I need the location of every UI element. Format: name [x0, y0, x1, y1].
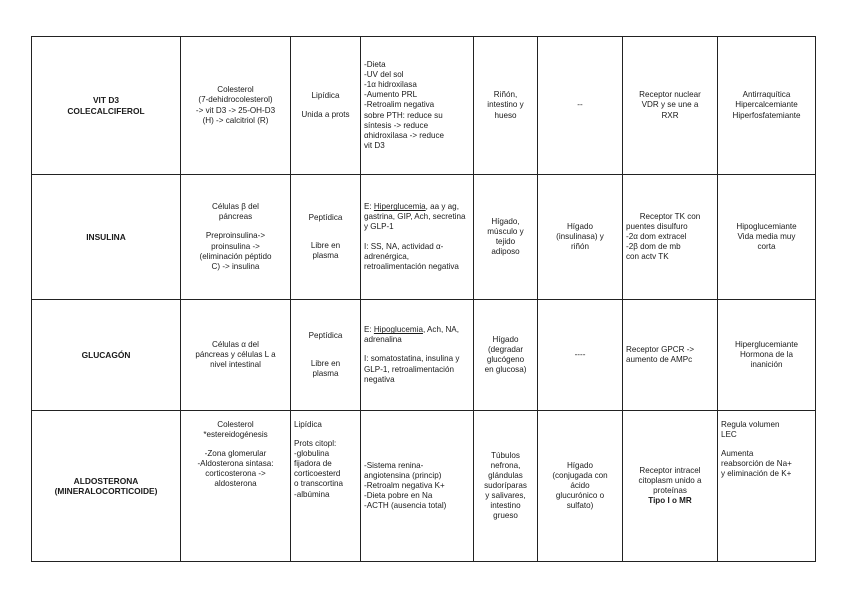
degradation-cell — [538, 300, 623, 411]
effects-cell — [718, 37, 816, 175]
effects-line: Hormona de la — [739, 349, 794, 359]
regulation-line: -Retroalm negativa K+ — [364, 480, 445, 490]
target-line: glucógeno — [486, 355, 525, 364]
target-cell — [474, 37, 538, 175]
nature-line: plasma — [312, 369, 339, 379]
effects-line: Regula volumen — [721, 420, 780, 429]
target-line: grueso — [493, 511, 518, 521]
target-line: tejido — [495, 237, 516, 246]
effects-line: Hiperglucemiante — [735, 339, 798, 349]
regulation-prefix: E: — [364, 325, 374, 335]
effects-line: Aumenta — [721, 449, 754, 459]
target-line: en glucosa) — [484, 365, 527, 375]
regulation-line: -1α hidroxilasa — [364, 80, 417, 90]
origin-line: Células α del — [212, 339, 259, 349]
origin-cell — [181, 175, 291, 300]
origin-line: C) -> insulina — [211, 261, 260, 271]
degradation-line: riñón — [571, 242, 589, 252]
degradation-cell — [538, 37, 623, 175]
hormone-name: INSULINA — [86, 231, 126, 242]
regulation-stimulators — [364, 325, 470, 345]
degradation-line: Hígado — [566, 221, 594, 231]
target-cell — [474, 300, 538, 411]
table-row — [32, 175, 816, 300]
receptor-cell — [623, 175, 718, 300]
hormone-name-cell — [32, 300, 181, 411]
effects-line: LEC — [721, 430, 737, 440]
degradation-cell — [538, 175, 623, 300]
receptor-line: Receptor intracel — [639, 465, 701, 475]
receptor-line: aumento de AMPc — [626, 355, 693, 364]
receptor-line: -2α dom extracel — [626, 231, 687, 241]
target-cell — [474, 175, 538, 300]
nature-line: Lipídica — [294, 420, 322, 429]
origin-line: *estereidogénesis — [203, 430, 268, 440]
table-row — [32, 37, 816, 175]
hormone-name: ALDOSTERONA — [73, 475, 139, 486]
nature-line: -albúmina — [294, 489, 330, 499]
degradation-line: glucurónico o — [555, 491, 605, 501]
regulation-line: -UV del sol — [364, 70, 404, 80]
nature-line: Libre en — [310, 240, 341, 250]
nature-line: -globulina — [294, 449, 330, 459]
origin-line: nivel intestinal — [210, 360, 261, 370]
origin-line: corticosterona -> — [205, 469, 266, 479]
effects-line: Antirraquítica — [742, 90, 791, 100]
regulation-line: angiotensina (princip) — [364, 470, 442, 480]
regulation-cell — [361, 175, 474, 300]
receptor-cell — [623, 411, 718, 562]
target-line: adiposo — [491, 247, 520, 257]
effects-cell — [718, 175, 816, 300]
effects-line: Hiperfosfatemiante — [732, 110, 801, 120]
origin-line: -Zona glomerular — [204, 449, 267, 459]
nature-cell — [291, 300, 361, 411]
effects-line: y eliminación de K+ — [721, 469, 792, 479]
origin-line: Colesterol — [217, 85, 254, 95]
nature-line: fijadora de — [294, 459, 332, 469]
nature-line: Prots citopl: — [294, 439, 337, 449]
target-line: glándulas — [488, 470, 523, 480]
target-line: intestino — [490, 501, 521, 511]
effects-line: Vida media muy — [737, 231, 796, 241]
target-line: nefrona, — [490, 460, 521, 470]
origin-line: (7-dehidrocolesterol) — [198, 95, 273, 105]
nature-cell — [291, 37, 361, 175]
degradation-cell — [538, 411, 623, 562]
regulation-cell — [361, 37, 474, 175]
regulation-rest: , Ach, NA, adrenalina — [364, 325, 459, 345]
regulation-line: -Retroalim negativa — [364, 100, 435, 110]
effects-cell — [718, 300, 816, 411]
effects-line: Hipoglucemiante — [736, 221, 797, 231]
receptor-line: RXR — [661, 110, 679, 120]
receptor-cell — [623, 300, 718, 411]
regulation-key: Hiperglucemia — [373, 202, 426, 212]
nature-line: corticoesterd — [294, 469, 341, 479]
effects-line: corta — [757, 242, 776, 252]
hormone-name: VIT D3 — [92, 95, 120, 106]
nature-line: plasma — [312, 251, 339, 261]
target-line: sudoríparas — [484, 480, 527, 490]
regulation-line: vit D3 — [364, 140, 385, 150]
receptor-cell — [623, 37, 718, 175]
degradation-line: sulfato) — [566, 501, 594, 511]
origin-cell — [181, 37, 291, 175]
receptor-line: puentes disulfuro — [626, 221, 688, 231]
regulation-rest: , aa y ag, gastrina, GIP, Ach, secretina y GLP-1 — [364, 202, 466, 232]
origin-line: -Aldosterona sintasa: — [197, 459, 274, 469]
origin-line: proinsulina -> — [211, 241, 260, 251]
origin-line: páncreas y células L a — [195, 349, 276, 359]
regulation-line: αhidroxilasa -> reduce — [364, 130, 445, 140]
effects-line: Hipercalcemiante — [735, 100, 798, 110]
origin-cell — [181, 300, 291, 411]
hormone-table — [31, 36, 816, 562]
receptor-line: Receptor TK con — [639, 211, 701, 221]
origin-cell — [181, 411, 291, 562]
hormone-name: GLUCAGÓN — [81, 349, 131, 360]
origin-line: páncreas — [218, 212, 253, 222]
nature-line: Lipídica — [311, 90, 340, 100]
origin-line: -> vit D3 -> 25-OH-D3 — [195, 105, 276, 115]
degradation-line: -- — [577, 100, 583, 110]
receptor-line: VDR y se une a — [641, 100, 699, 110]
hormone-name-cell — [32, 37, 181, 175]
degradation-line: (insulinasa) y — [556, 231, 604, 241]
degradation-line: ---- — [574, 349, 586, 359]
regulation-line: -Sistema renina- — [364, 460, 424, 470]
nature-line: Libre en — [310, 358, 341, 368]
receptor-line: -2β dom de mb — [626, 242, 681, 252]
target-line: hueso — [494, 110, 517, 120]
regulation-key: Hipoglucemia — [373, 325, 423, 335]
nature-line: Peptídica — [308, 212, 343, 222]
target-line: intestino y — [487, 100, 524, 110]
receptor-line: proteínas — [653, 486, 687, 495]
target-cell — [474, 411, 538, 562]
receptor-type: Tipo I o MR — [648, 496, 692, 506]
target-line: Túbulos — [491, 450, 520, 460]
receptor-line: Receptor GPCR -> — [626, 344, 695, 354]
target-line: (degradar — [487, 344, 524, 354]
table-row — [32, 411, 816, 562]
hormone-name-cell — [32, 411, 181, 562]
regulation-line: -Dieta — [364, 60, 386, 70]
regulation-stimulators — [364, 202, 470, 232]
nature-cell — [291, 175, 361, 300]
origin-line: (eliminación péptido — [199, 251, 272, 261]
hormone-name-sub: COLECALCIFEROL — [67, 105, 145, 116]
effects-line: inanición — [750, 360, 783, 370]
nature-cell — [291, 411, 361, 562]
target-line: Hígado — [492, 334, 519, 344]
target-line: Hígado, — [491, 216, 520, 226]
regulation-line: síntesis -> reduce — [364, 120, 429, 130]
regulation-prefix: E: — [364, 202, 374, 212]
regulation-inhibitors: I: SS, NA, actividad α-adrenérgica, retroalimentación negativa — [364, 241, 459, 271]
effects-line: reabsorción de Na+ — [721, 459, 792, 469]
nature-line: o transcortina — [294, 479, 344, 489]
origin-line: Células β del — [212, 202, 259, 212]
regulation-cell — [361, 300, 474, 411]
regulation-line: sobre PTH: reduce su — [364, 110, 443, 120]
nature-line: Unida a prots — [301, 110, 350, 119]
regulation-cell — [361, 411, 474, 562]
regulation-inhibitors: I: somatostatina, insulina y GLP-1, retroalimentación negativa — [364, 354, 460, 384]
degradation-line: Hígado — [566, 460, 594, 470]
target-line: y salivares, — [485, 491, 526, 501]
degradation-line: (conjugada con — [552, 470, 608, 480]
table-row — [32, 300, 816, 411]
degradation-line: ácido — [570, 480, 590, 490]
origin-line: (H) -> calcitriol (R) — [202, 115, 269, 125]
regulation-line: -ACTH (ausencia total) — [364, 501, 447, 511]
effects-cell — [718, 411, 816, 562]
nature-line: Peptídica — [308, 330, 343, 340]
regulation-line: -Dieta pobre en Na — [364, 491, 433, 501]
origin-line: Preproinsulina-> — [205, 231, 266, 241]
origin-line: aldosterona — [214, 479, 257, 489]
receptor-line: Receptor nuclear — [639, 90, 701, 100]
hormone-name-cell — [32, 175, 181, 300]
target-line: Riñón, — [493, 90, 518, 100]
hormone-name-sub: (MINERALOCORTICOIDE) — [54, 486, 158, 496]
regulation-line: -Aumento PRL — [364, 90, 418, 100]
target-line: músculo y — [487, 226, 524, 236]
origin-line: Colesterol — [217, 420, 254, 429]
receptor-line: con actv TK — [626, 252, 669, 262]
receptor-line: citoplasm unido a — [638, 475, 702, 485]
